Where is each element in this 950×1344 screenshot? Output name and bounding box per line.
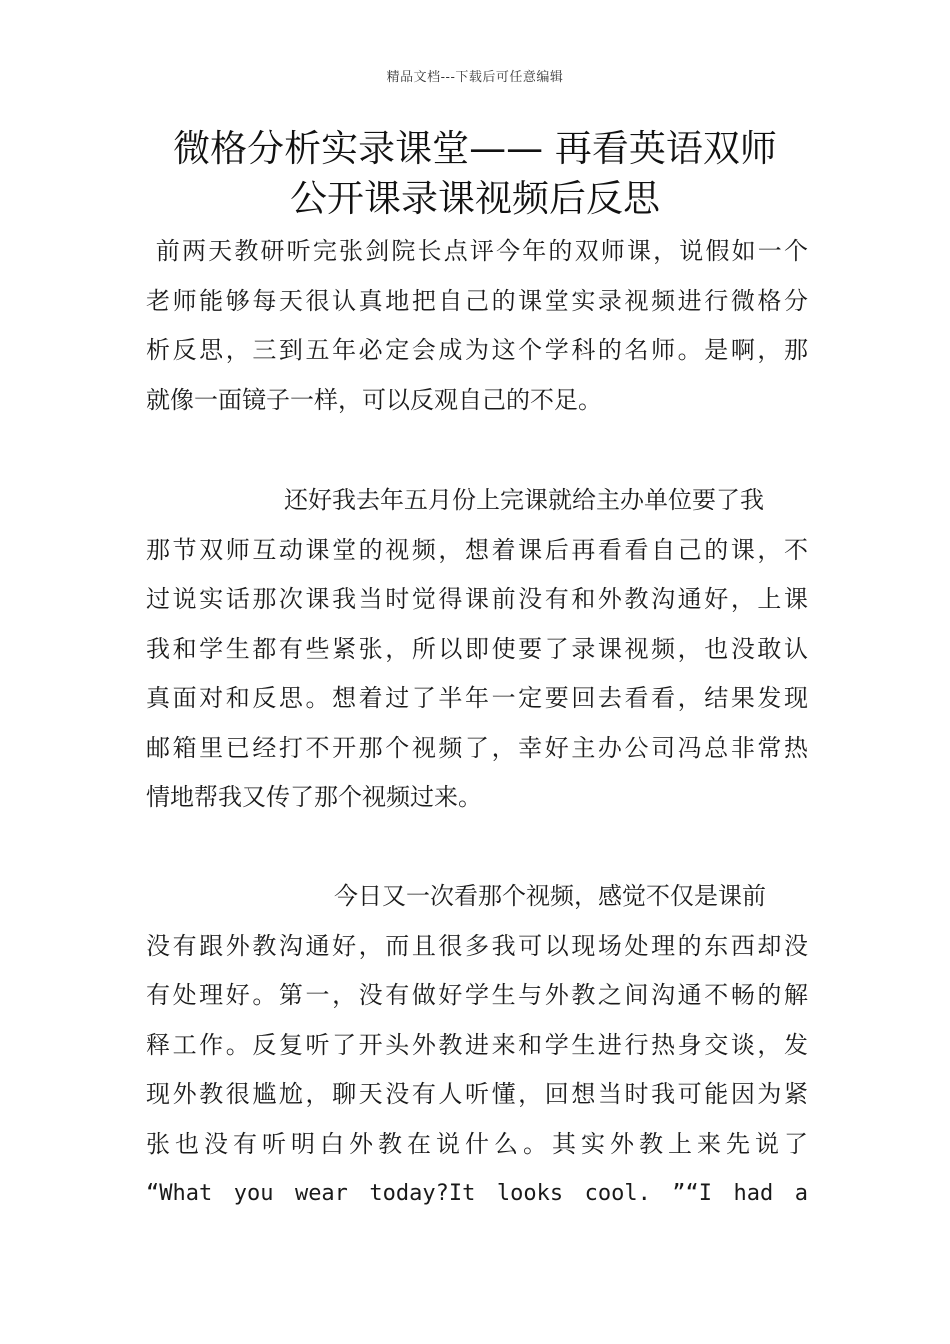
- paragraph-line: 就像一面镜子一样，可以反观自己的不足。: [146, 385, 602, 414]
- paragraph-line: 没有跟外教沟通好，而且很多我可以现场处理的东西却没: [146, 931, 808, 960]
- paragraph-line: 现外教很尴尬，聊天没有人听懂，回想当时我可能因为紧: [146, 1080, 808, 1108]
- paragraph-line: “What you wear today?It looks cool. ”“I had a: [146, 1181, 808, 1206]
- paragraph-line: 老师能够每天很认真地把自己的课堂实录视频进行微格分: [146, 286, 808, 315]
- paragraph-line: 那节双师互动课堂的视频，想着课后再看看自己的课，不: [146, 535, 808, 564]
- paragraph-line: 过说实话那次课我当时觉得课前没有和外教沟通好，上课: [146, 585, 808, 613]
- title-line-2: 公开课录课视频后反思: [290, 177, 660, 220]
- header-note: 精品文档---下载后可任意编辑: [386, 70, 564, 85]
- paragraph-line: 还好我去年五月份上完课就给主办单位要了我: [284, 486, 764, 514]
- paragraph-line: 释工作。反复听了开头外教进来和学生进行热身交谈，发: [146, 1030, 808, 1059]
- paragraph-line: 真面对和反思。想着过了半年一定要回去看看，结果发现: [146, 684, 808, 712]
- paragraph-line: 析反思，三到五年必定会成为这个学科的名师。是啊，那: [146, 336, 808, 364]
- paragraph-line: 前两天教研听完张剑院长点评今年的双师课，说假如一个: [146, 237, 808, 265]
- paragraph-line: 张也没有听明白外教在说什么。其实外教上来先说了: [146, 1129, 808, 1158]
- paragraph-3: [146, 872, 808, 1219]
- paragraph-line: 今日又一次看那个视频，感觉不仅是课前: [334, 882, 766, 910]
- document-title: [140, 124, 810, 224]
- paragraph-2: [146, 476, 808, 823]
- paragraph-1: [146, 227, 808, 425]
- title-line-1: 微格分析实录课堂—— 再看英语双师: [173, 127, 777, 170]
- paragraph-line: 我和学生都有些紧张，所以即使要了录课视频，也没敢认: [146, 634, 808, 663]
- paragraph-line: 有处理好。第一，没有做好学生与外教之间沟通不畅的解: [146, 981, 808, 1009]
- paragraph-line: 邮箱里已经打不开那个视频了，幸好主办公司冯总非常热: [146, 733, 808, 762]
- paragraph-line: 情地帮我又传了那个视频过来。: [146, 783, 482, 811]
